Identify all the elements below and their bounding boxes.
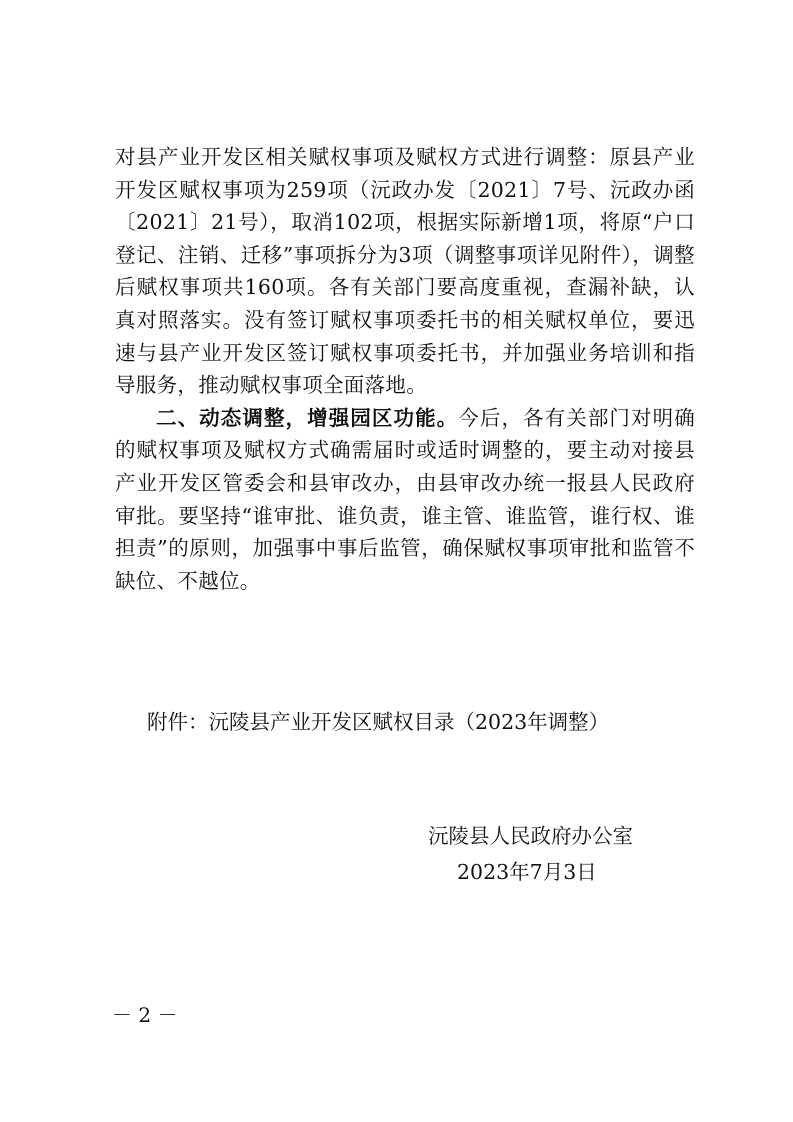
signature-date: 2023年7月3日 bbox=[457, 860, 597, 884]
section-two-body: 今后，各有关部门对明确的赋权事项及赋权方式确需届时或适时调整的，要主动对接县产业开发区管委会和县审改办，由县审改办统一报县人民政府审批。要坚持“谁审批、谁负责，谁主管、谁监管，谁行权、谁担责”的原则，加强事中事后监管，确保赋权事项审批和监管不缺位、不越位。 bbox=[115, 405, 695, 593]
attachment-line: 附件：沅陵县产业开发区赋权目录（2023年调整） bbox=[147, 710, 610, 734]
page-number: － 2 － bbox=[112, 1003, 178, 1027]
signature-organization: 沅陵县人民政府办公室 bbox=[428, 824, 633, 848]
document-body bbox=[115, 141, 695, 597]
paragraph-section-two bbox=[115, 402, 695, 598]
section-two-heading: 二、动态调整，增强园区功能。 bbox=[156, 405, 459, 430]
paragraph-continued: 对县产业开发区相关赋权事项及赋权方式进行调整：原县产业开发区赋权事项为259项（沅政办发〔2021〕7号、沅政办函〔2021〕21号），取消102项，根据实际新增1项，将原“户口登记、注销、迁移”事项拆分为3项（调整事项详见附件），调整后赋权事项共160项。各有关部门要高度重视，查漏补缺，认真对照落实。没有签订赋权事项委托书的相关赋权单位，要迅速与县产业开发区签订赋权事项委托书，并加强业务培训和指导服务，推动赋权事项全面落地。 bbox=[115, 145, 695, 398]
